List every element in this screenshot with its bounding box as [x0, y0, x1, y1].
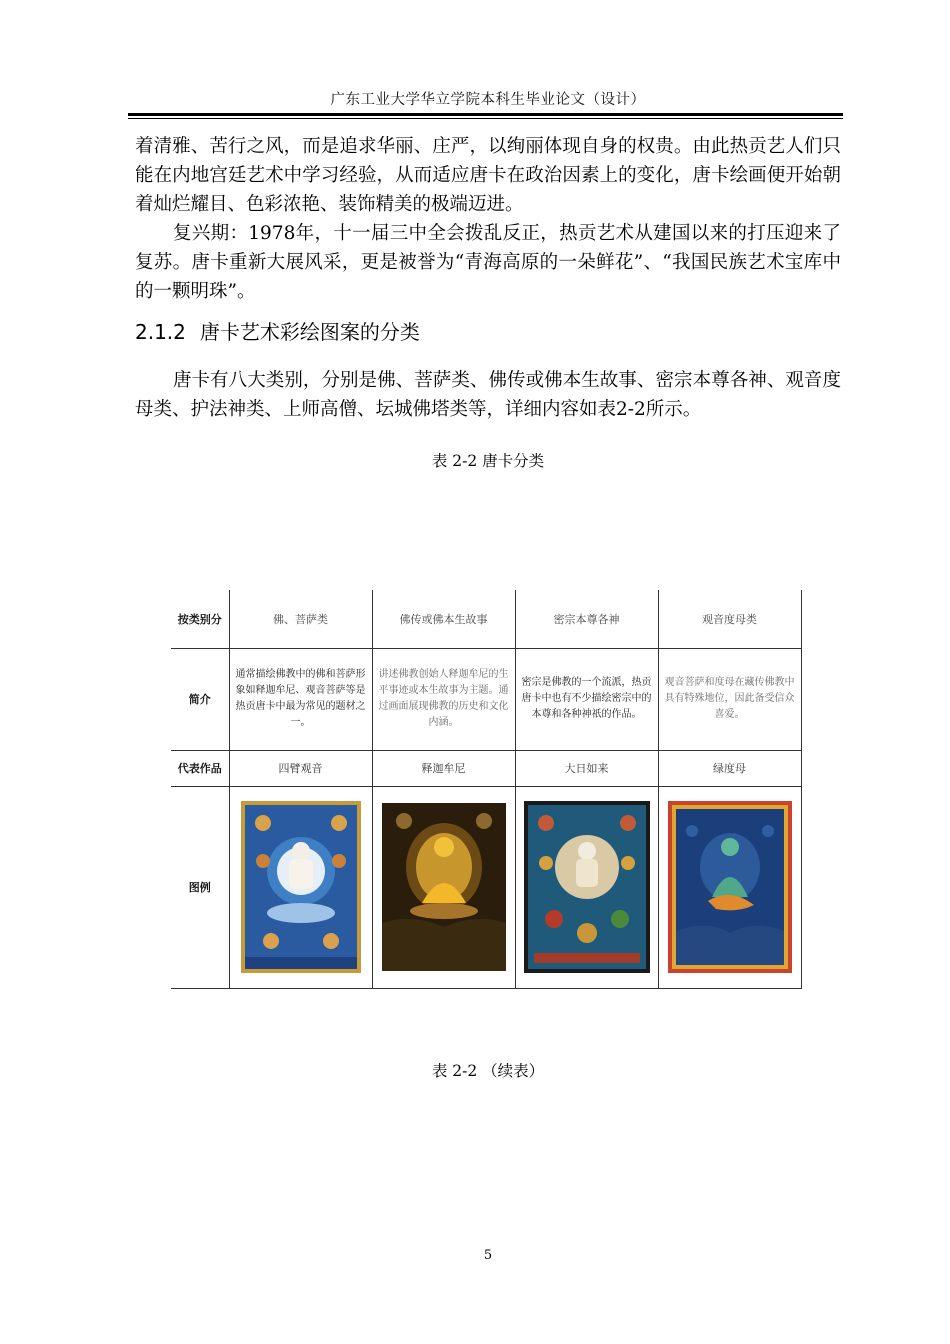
category-cell-2: 佛传或佛本生故事	[372, 590, 515, 648]
category-cell-1: 佛、菩萨类	[229, 590, 372, 648]
body-block-1	[135, 132, 841, 306]
running-header: 广东工业大学华立学院本科生毕业论文（设计）	[330, 92, 646, 108]
row-label-category: 按类别分	[171, 590, 229, 648]
category-cell-4: 观音度母类	[658, 590, 801, 648]
row-label-intro: 简介	[171, 648, 229, 750]
section-title: 唐卡艺术彩绘图案的分类	[199, 320, 420, 344]
intro-cell-2: 讲述佛教创始人释迦牟尼的生平事迹或本生故事为主题。通过画面展现佛教的历史和文化内涵。	[372, 648, 515, 750]
work-row	[171, 750, 801, 786]
figure-cell-2	[372, 786, 515, 988]
figure-cell-4	[658, 786, 801, 988]
work-cell-2: 释迦牟尼	[372, 750, 515, 786]
paragraph-2: 复兴期：1978年，十一届三中全会拨乱反正，热贡艺术从建国以来的打压迎来了复苏。唐卡重新大展风采，更是被誉为“青海高原的一朵鲜花”、“我国民族艺术宝库中的一颗明珠”。	[135, 223, 841, 302]
vairocana-thangka-image	[524, 801, 650, 973]
row-label-figure: 图例	[171, 786, 229, 988]
work-cell-1: 四臂观音	[229, 750, 372, 786]
intro-cell-4: 观音菩萨和度母在藏传佛教中具有特殊地位，因此备受信众喜爱。	[658, 648, 801, 750]
section-heading	[135, 318, 841, 346]
header-rule-thick	[128, 113, 843, 116]
figure-row	[171, 786, 801, 988]
table-caption: 表 2-2 唐卡分类	[431, 452, 545, 470]
work-cell-4: 绿度母	[658, 750, 801, 786]
intro-row	[171, 648, 801, 750]
figure-cell-1	[229, 786, 372, 988]
four-armed-avalokiteshvara-thangka-image	[241, 801, 361, 973]
intro-cell-1: 通常描绘佛教中的佛和菩萨形象如释迦牟尼、观音菩萨等是热贡唐卡中最为常见的题材之一。	[229, 648, 372, 750]
shakyamuni-buddha-thangka-image	[382, 803, 506, 971]
figure-cell-3	[515, 786, 658, 988]
paragraph-1: 着清雅、苦行之风，而是追求华丽、庄严，以绚丽体现自身的权贵。由此热贡艺人们只能在内地宫廷艺术中学习经验，从而适应唐卡在政治因素上的变化，唐卡绘画便开始朝着灿烂耀目、色彩浓艳、装饰精美的极端迈进。	[135, 136, 841, 215]
paragraph-3: 唐卡有八大类别，分别是佛、菩萨类、佛传或佛本生故事、密宗本尊各神、观音度母类、护法神类、上师高僧、坛城佛塔类等，详细内容如表2-2所示。	[135, 370, 841, 420]
continued-caption: 表 2-2 （续表）	[431, 1062, 545, 1080]
intro-cell-3: 密宗是佛教的一个流派，热贡唐卡中也有不少描绘密宗中的本尊和各种神祇的作品。	[515, 648, 658, 750]
green-tara-thangka-image	[668, 801, 792, 973]
row-label-work: 代表作品	[171, 750, 229, 786]
page-number: 5	[483, 1248, 493, 1263]
body-block-2	[135, 366, 841, 424]
thangka-classification-table	[171, 590, 802, 989]
category-cell-3: 密宗本尊各神	[515, 590, 658, 648]
work-cell-3: 大日如来	[515, 750, 658, 786]
category-row	[171, 590, 801, 648]
section-number: 2.1.2	[135, 320, 186, 344]
header-rule-thin	[128, 118, 843, 119]
